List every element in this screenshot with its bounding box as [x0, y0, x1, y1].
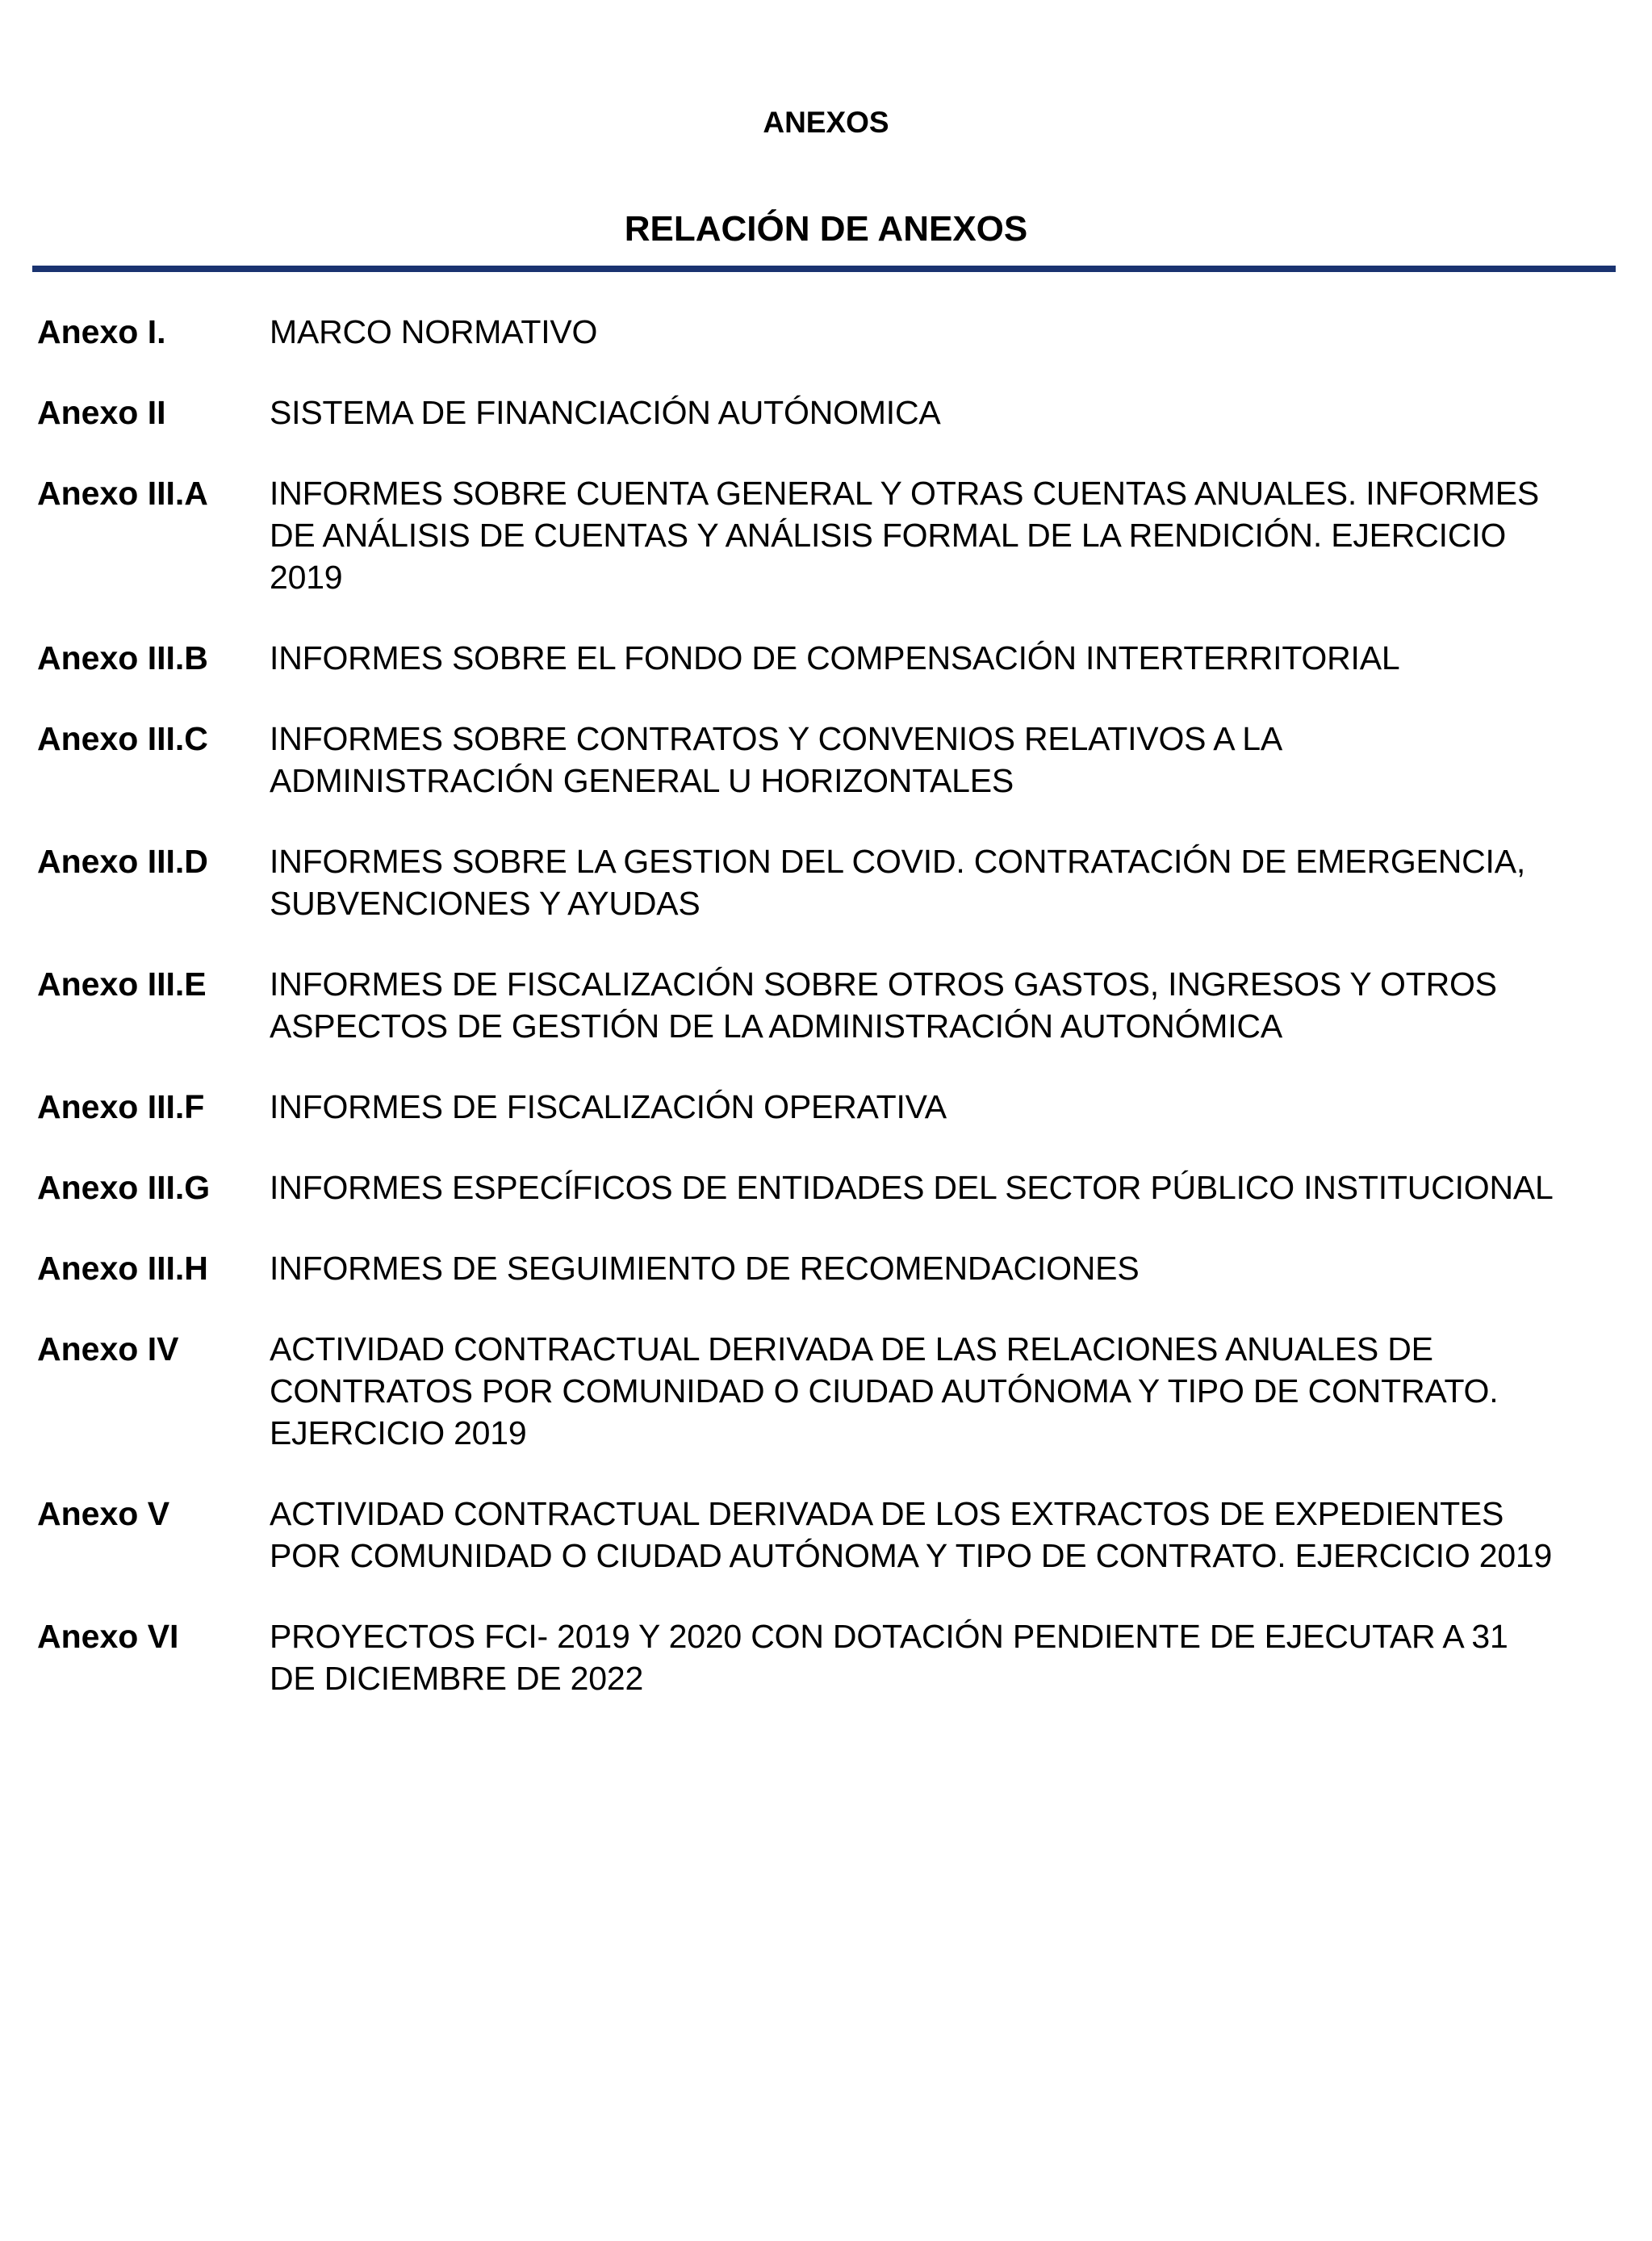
- annex-title: SISTEMA DE FINANCIACIÓN AUTÓNOMICA: [270, 394, 941, 431]
- annex-title: INFORMES DE FISCALIZACIÓN SOBRE OTROS GASTOS, INGRESOS Y OTROS ASPECTOS DE GESTIÓN DE LA ADMINISTRACIÓN AUTONÓMICA: [270, 966, 1497, 1045]
- annex-title: INFORMES SOBRE LA GESTION DEL COVID. CONTRATACIÓN DE EMERGENCIA, SUBVENCIONES Y AYUDAS: [270, 843, 1526, 922]
- annex-row-iii-a: [37, 472, 1587, 598]
- annex-label: Anexo III.D: [37, 843, 208, 880]
- annex-title: PROYECTOS FCI- 2019 Y 2020 CON DOTACIÓN PENDIENTE DE EJECUTAR A 31 DE DICIEMBRE DE 2022: [270, 1618, 1508, 1697]
- annex-row-iii-f: [37, 1086, 1587, 1128]
- annex-title: INFORMES DE SEGUIMIENTO DE RECOMENDACIONES: [270, 1250, 1140, 1287]
- annex-label: Anexo III.H: [37, 1250, 208, 1287]
- annex-row-iii-g: [37, 1167, 1587, 1208]
- annex-label: Anexo III.F: [37, 1088, 205, 1125]
- annex-row-i: [37, 311, 1587, 353]
- annex-row-iii-c: [37, 718, 1587, 802]
- annex-label: Anexo VI: [37, 1618, 179, 1655]
- annex-row-iii-h: [37, 1247, 1587, 1289]
- annex-title: INFORMES SOBRE CONTRATOS Y CONVENIOS RELATIVOS A LA ADMINISTRACIÓN GENERAL U HORIZONTALES: [270, 720, 1281, 799]
- annex-row-v: [37, 1493, 1587, 1577]
- annex-title: ACTIVIDAD CONTRACTUAL DERIVADA DE LOS EXTRACTOS DE EXPEDIENTES POR COMUNIDAD O CIUDAD AUTÓNOMA Y TIPO DE CONTRATO. EJERCICIO 2019: [270, 1495, 1553, 1574]
- annex-label: Anexo III.A: [37, 475, 208, 512]
- annex-title: INFORMES SOBRE CUENTA GENERAL Y OTRAS CUENTAS ANUALES. INFORMES DE ANÁLISIS DE CUENTAS Y ANÁLISIS FORMAL DE LA RENDICIÓN. EJERCICIO 2019: [270, 475, 1540, 596]
- annex-row-vi: [37, 1615, 1587, 1699]
- section-heading: ANEXOS: [763, 106, 889, 139]
- annex-row-ii: [37, 392, 1587, 434]
- annex-list: [37, 311, 1587, 1738]
- annex-title: INFORMES SOBRE EL FONDO DE COMPENSACIÓN INTERTERRITORIAL: [270, 639, 1400, 676]
- annex-label: Anexo I.: [37, 313, 166, 350]
- annex-label: Anexo III.E: [37, 966, 207, 1003]
- annex-row-iii-b: [37, 637, 1587, 679]
- annex-label: Anexo V: [37, 1495, 170, 1532]
- annex-title: INFORMES DE FISCALIZACIÓN OPERATIVA: [270, 1088, 947, 1125]
- annex-row-iii-e: [37, 963, 1587, 1047]
- page-title: RELACIÓN DE ANEXOS: [624, 209, 1028, 249]
- annex-label: Anexo IV: [37, 1330, 179, 1368]
- annex-label: Anexo III.C: [37, 720, 208, 757]
- title-divider: [32, 266, 1616, 272]
- annex-title: ACTIVIDAD CONTRACTUAL DERIVADA DE LAS RELACIONES ANUALES DE CONTRATOS POR COMUNIDAD O CIUDAD AUTÓNOMA Y TIPO DE CONTRATO. EJERCICIO 2019: [270, 1330, 1499, 1451]
- annex-label: Anexo III.G: [37, 1169, 211, 1206]
- annex-label: Anexo III.B: [37, 639, 208, 676]
- annex-row-iii-d: [37, 840, 1587, 924]
- annex-title: INFORMES ESPECÍFICOS DE ENTIDADES DEL SECTOR PÚBLICO INSTITUCIONAL: [270, 1169, 1554, 1206]
- annex-row-iv: [37, 1328, 1587, 1454]
- annex-label: Anexo II: [37, 394, 166, 431]
- annex-title: MARCO NORMATIVO: [270, 313, 598, 350]
